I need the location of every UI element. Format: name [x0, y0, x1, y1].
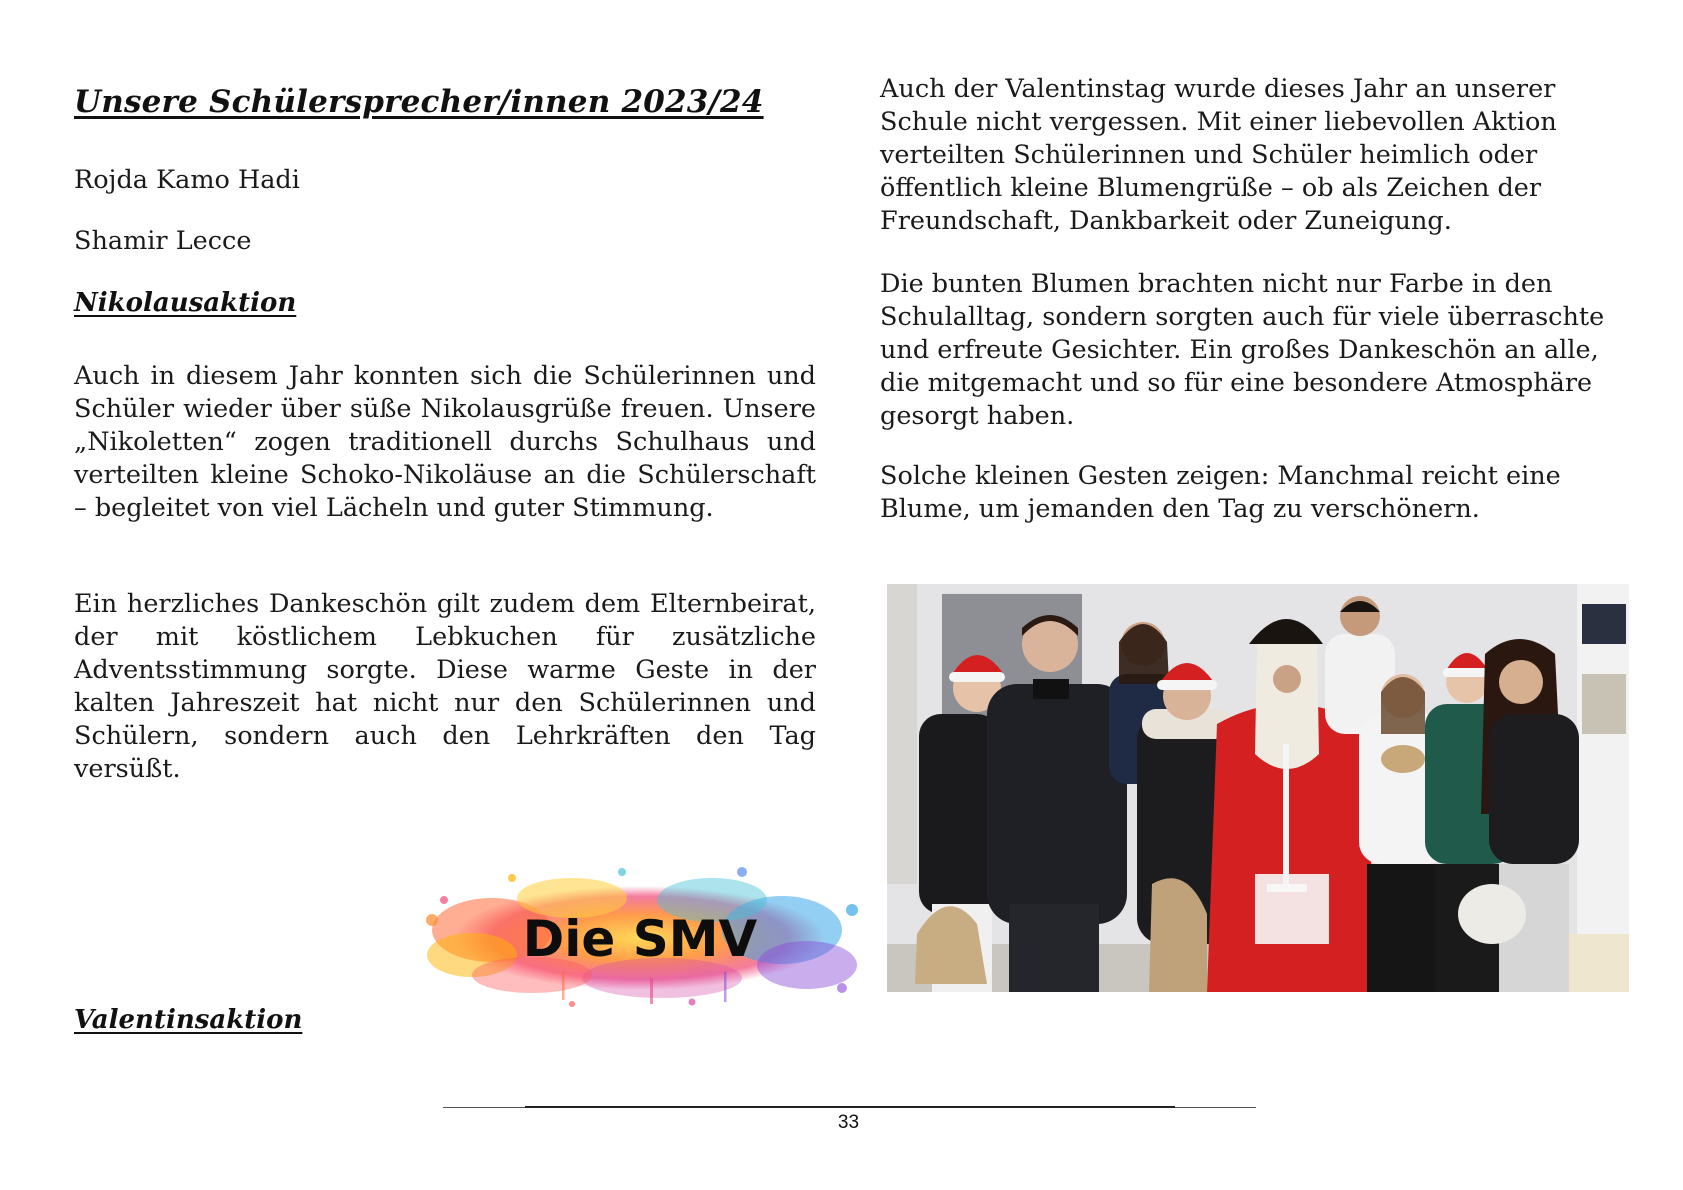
smv-logo-text: Die SMV [522, 910, 758, 968]
valentin-heading: Valentinsaktion [74, 1005, 303, 1035]
valentin-paragraph: Solche kleinen Gesten zeigen: Manchmal reicht eine Blume, um jemanden den Tag zu verschönern. [880, 461, 1561, 524]
nikolaus-paragraph: Auch in diesem Jahr konnten sich die Schülerinnen und Schüler wieder über süße Nikolausgrüße freuen. Unsere „Nikoletten“ zogen traditionell durchs Schulhaus und verteilten kleine Schoko-Nikoläuse an die Schülerschaft – begleitet von viel Lächeln und guter Stimmung. [74, 361, 816, 523]
speaker-name: Shamir Lecce [74, 226, 252, 256]
nikolaus-paragraph: Ein herzliches Dankeschön gilt zudem dem Elternbeirat, der mit köstlichem Lebkuchen für zusätzliche Adventsstimmung sorgte. Diese warme Geste in der kalten Jahreszeit hat nicht nur den Schülerinnen und Schülern, sondern auch den Lehrkräften den Tag versüßt. [74, 589, 816, 784]
smv-logo [412, 860, 868, 1010]
page-number: 33 [837, 1112, 860, 1133]
speaker-name: Rojda Kamo Hadi [74, 165, 300, 195]
nikolaus-group-photo [887, 584, 1629, 992]
footer-rule [525, 1106, 1175, 1108]
nikolaus-heading: Nikolausaktion [74, 288, 297, 318]
page-title: Unsere Schülersprecher/innen 2023/24 [74, 84, 764, 120]
valentin-paragraph: Die bunten Blumen brachten nicht nur Farbe in den Schulalltag, sondern sorgten auch für viele überraschte und erfreute Gesichter. Ein großes Dankeschön an alle, die mitgemacht und so für eine besondere Atmosphäre gesorgt haben. [880, 269, 1605, 431]
valentin-paragraph: Auch der Valentinstag wurde dieses Jahr an unserer Schule nicht vergessen. Mit einer liebevollen Aktion verteilten Schülerinnen und Schüler heimlich oder öffentlich kleine Blumengrüße – ob als Zeichen der Freundschaft, Dankbarkeit oder Zuneigung. [880, 74, 1557, 236]
